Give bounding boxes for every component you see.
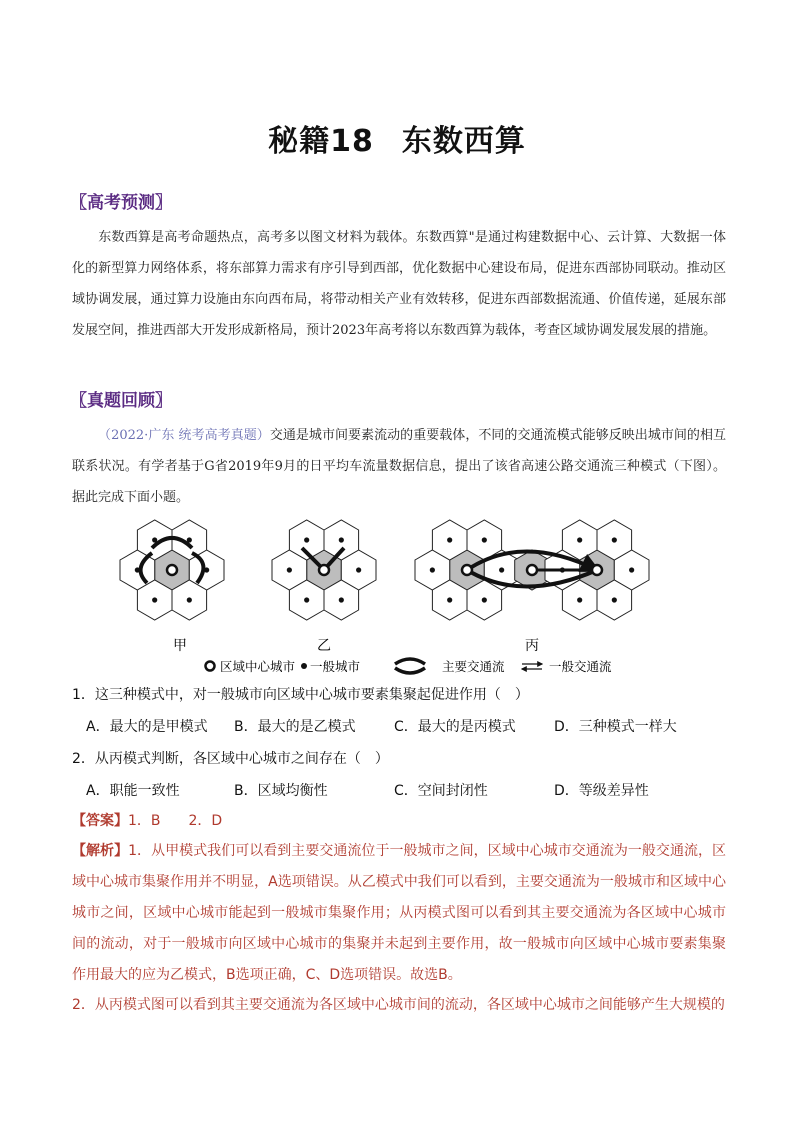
section-heading-prediction: 〖高考预测〗 [70,193,172,213]
general-city-dot [482,597,487,602]
question-1-option-a[interactable]: A．最大的是甲模式 [86,719,208,735]
analysis-label: 【解析】 [72,843,129,859]
question-source: （2022·广东 统考高考真题） [98,428,270,443]
center-city-marker [592,565,602,575]
answer-label: 【答案】 [72,813,128,829]
figure-legend [206,659,613,674]
title-number: 秘籍18 [268,124,374,159]
general-city-dot [339,597,344,602]
answer-line [72,810,222,830]
figure-label-bing: 丙 [525,638,539,654]
center-city-marker [462,565,472,575]
question-2-option-a[interactable]: A．职能一致性 [86,783,180,799]
question-1-option-d[interactable]: D．三种模式一样大 [554,719,677,735]
general-city-dot [287,567,292,572]
general-city-dot [152,597,157,602]
general-city-dot [304,597,309,602]
question-1-option-b[interactable]: B．最大的是乙模式 [234,719,356,735]
general-city-dot [499,567,504,572]
general-city-dot [304,537,309,542]
general-city-dot [482,537,487,542]
section-heading-review: 〖真题回顾〗 [70,391,172,411]
general-city-dot [430,567,435,572]
title-topic: 东数西算 [401,124,526,159]
general-city-dot [629,567,634,572]
legend-center-city: 区域中心城市 [220,659,296,674]
general-city-dot [577,537,582,542]
analysis-paragraph-1 [72,836,726,991]
traffic-flow-figure [112,508,682,678]
general-city-dot [577,597,582,602]
general-flow-legend-icon [522,664,542,669]
general-city-dot [339,537,344,542]
question-intro-paragraph [72,420,726,513]
analysis-1-text: 1．从甲模式我们可以看到主要交通流位于一般城市之间，区域中心城市交通流为一般交通流，区域中心城市集聚作用并不明显，A选项错误。从乙模式中我们可以看到，主要交通流为一般城市和区域中心城市之间，区域中心城市能起到一般城市集聚作用；从丙模式图可以看到其主要交通流为各区域中心城市间的流动，对于一般城市向区域中心城市的集聚并未起到主要作用，故一般城市向区域中心城市要素集聚作用最大的应为乙模式，B选项正确，C、D选项错误。故选B。 [72,843,727,983]
general-city-dot [447,537,452,542]
general-city-legend-icon [301,663,307,669]
legend-general-flow: 一般交通流 [549,659,612,674]
center-city-marker [319,565,329,575]
general-city-dot [612,537,617,542]
general-city-dot [612,597,617,602]
question-2-option-d[interactable]: D．等级差异性 [554,783,649,799]
city-dots [167,565,602,575]
page-title [0,116,794,160]
question-2-stem: 2．从丙模式判断，各区域中心城市之间存在（ ） [72,751,389,767]
answer-text: 1．B 2．D [128,813,223,829]
prediction-paragraph [72,222,726,346]
legend-general-city: 一般城市 [310,659,361,674]
legend-main-flow: 主要交通流 [442,659,505,674]
general-city-dot [187,597,192,602]
center-city-legend-icon [206,662,215,671]
prediction-text: 东数西算是高考命题热点，高考多以图文材料为载体。东数西算"是通过构建数据中心、云计算、大数据一体化的新型算力网络体系，将东部算力需求有序引导到西部，优化数据中心建设布局，促进东西部协同联动。推动区域协调发展，通过算力设施由东向西布局，将带动相关产业有效转移，促进东西部数据流通、价值传递，延展东部发展空间，推进西部大开发形成新格局，预计2023年高考将以东数西算为载体，考查区域协调发展发展的措施。 [72,230,726,338]
figure-label-jia: 甲 [173,638,187,654]
question-1-option-c[interactable]: C．最大的是丙模式 [394,719,516,735]
general-city-dot [356,567,361,572]
center-city-marker [167,565,177,575]
figure-label-yi: 乙 [317,638,331,654]
question-2-option-b[interactable]: B．区域均衡性 [234,783,328,799]
question-2-option-c[interactable]: C．空间封闭性 [394,783,488,799]
general-city-dot [447,597,452,602]
question-1-stem: 1．这三种模式中，对一般城市向区域中心城市要素集聚起促进作用（ ） [72,687,529,703]
center-city-marker [527,565,537,575]
question-intro-text: 交通是城市间要素流动的重要载体，不同的交通流模式能够反映出城市间的相互联系状况。有学者基于G省2019年9月的日平均车流量数据信息，提出了该省高速公路交通流三种模式（下图）。据此完成下面小题。 [72,428,726,505]
analysis-paragraph-2: 2．从丙模式图可以看到其主要交通流为各区域中心城市间的流动，各区域中心城市之间能够产生大规模的 [72,997,725,1013]
main-flow-legend-icon [395,659,425,673]
